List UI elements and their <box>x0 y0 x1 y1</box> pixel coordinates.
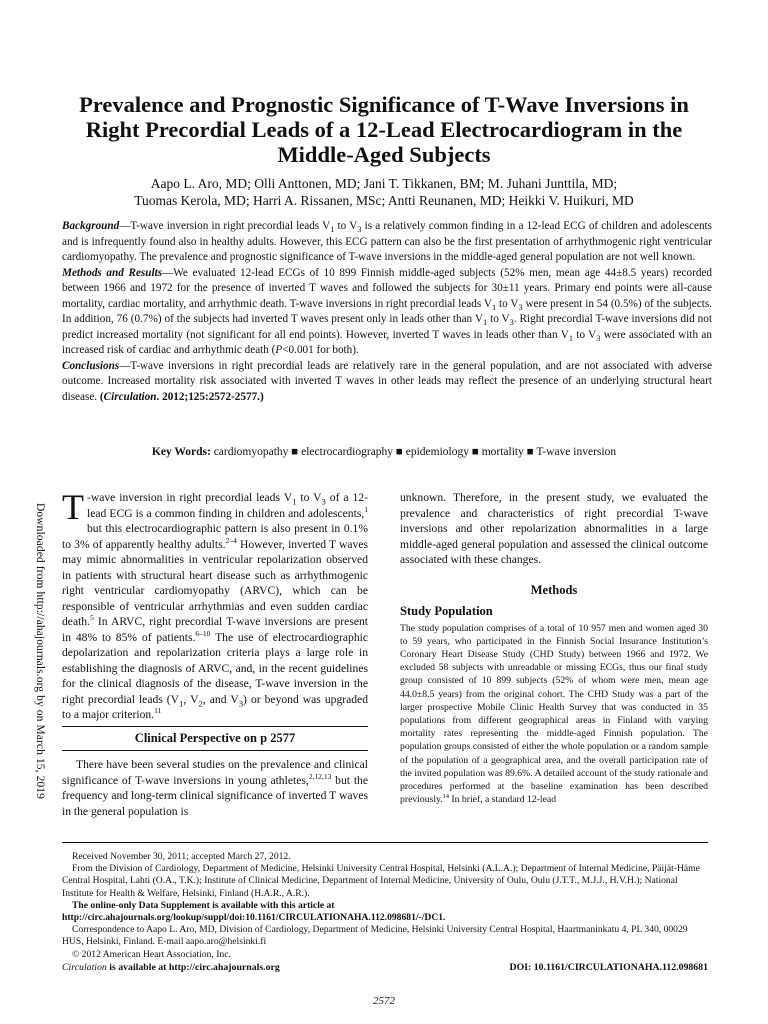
reference-mark: 2–4 <box>225 535 237 545</box>
footnote-affiliations: From the Division of Cardiology, Department of Medicine, Helsinki University Central Hospital, Helsinki (A.L.A.); Department of Internal Medicine, Päijät-Häme Central Hospital, Lahti (O.A., T.K.); Institute of Clinical Medicine, Department of Internal Medicine, University of Oulu, Oulu (J.T.T., M.J.J., H.V.H.); National Institute for Health & Welfare, Helsinki, Finland (H.A.R., A.R.). <box>62 863 700 899</box>
abstract-text: to V <box>487 313 510 325</box>
reference-mark: 11 <box>154 706 162 716</box>
author-line-1: Aapo L. Aro, MD; Olli Anttonen, MD; Jani T. Tikkanen, BM; M. Juhani Junttila, MD; <box>150 176 618 191</box>
intro-paragraph-2 <box>62 757 368 819</box>
body-text: , V <box>183 692 199 706</box>
body-text: The use of electrocardiographic depolarization and repolarization criteria plays a large role in establishing the diagnosis of ARVC, and, in the recent guidelines for the clinical diagnosis of the disease, T-wave inversion in the right precordial leads (V <box>62 630 368 706</box>
page-number: 2572 <box>373 995 395 1007</box>
subscript: 1 <box>292 496 297 507</box>
journal-name: Circulation <box>62 962 107 973</box>
abstract-text: to V <box>573 328 597 341</box>
body-text: but the frequency and long-term clinical significance of inverted T waves in the general population is <box>62 773 368 818</box>
body-text: ) or beyond was upgraded to a major criterion. <box>62 692 368 721</box>
p-value-symbol: P <box>275 344 283 356</box>
body-text: The study population comprises of a total of 10 957 men and women aged 30 to 59 years, who participated in the Finnish Social Insurance Institution’s Coronary Heart Disease Study (CHD Study) between 1966 and 1972. We excluded 58 subjects with unreadable or missing ECGs, thus our final study group consisted of 10 899 subjects (52% of whom were men, mean age 44.0±8.5 years) from the original cohort. The CHD Study was a part of the larger prospective Mobile Clinic Health Survey that was conducted in 35 populations from different geographical areas in Finland with varying mortality rates representing the middle-aged Finnish population. The population groups consisted of either the whole population or a random sample of the population of a geographical area, and the overall participation rate of the invited population was 89.6%. A detailed account of the study rationale and procedures performed at the baseline examination has been described previously. <box>400 622 708 806</box>
body-text: -wave inversion in right precordial leads V <box>87 491 293 504</box>
subsection-heading-study-population: Study Population <box>400 603 493 618</box>
abstract-text: —T-wave inversion in right precordial leads V <box>119 220 331 232</box>
reference-mark: 1 <box>364 504 368 514</box>
body-text: In ARVC, right precordial T-wave inversions are present in 48% to 85% of patients. <box>62 615 368 644</box>
subscript: 1 <box>482 318 488 328</box>
footnotes <box>62 851 708 961</box>
subscript: 1 <box>491 302 497 312</box>
abstract-text: . Right precordial T-wave inversions did not predict increased mortality (not significant for all end points). However, inverted T waves in leads other than V <box>62 313 712 341</box>
reference-mark: 5 <box>90 613 94 623</box>
citation-details: . 2012;125:2572-2577. <box>156 390 260 403</box>
study-population-paragraph <box>400 622 708 807</box>
section-heading-methods: Methods <box>530 582 578 597</box>
footnote-divider <box>62 842 708 843</box>
clinical-perspective-box: Clinical Perspective on p 2577 <box>62 726 368 752</box>
methods-label: Methods and Results <box>62 266 163 279</box>
body-text: In brief, a standard 12-lead <box>449 794 557 806</box>
intro-paragraph-1 <box>62 487 368 723</box>
author-line-2: Tuomas Kerola, MD; Harri A. Rissanen, MSc; Antti Reunanen, MD; Heikki V. Huikuri, MD <box>134 193 634 208</box>
footnote-correspondence: Correspondence to Aapo L. Aro, MD, Division of Cardiology, Department of Medicine, Helsinki University Central Hospital, Haartmaninkatu 4, PL 340, 00029 HUS, Helsinki, Finland. E-mail aapo.aro@helsinki.fi <box>62 924 688 948</box>
article-title: Prevalence and Prognostic Significance of T-Wave Inversions in Right Precordial Leads of a 12-Lead Electrocardiogram in the Middle-Aged Subjects <box>79 92 689 167</box>
body-text: There have been several studies on the prevalence and clinical significance of T-wave inversions in young athletes, <box>62 758 368 787</box>
journal-url-text: is available at http://circ.ahajournals.org <box>106 962 280 973</box>
citation: (Circulation. 2012;125:2572-2577.) <box>99 390 264 403</box>
body-text: but this electrocardiographic pattern is also present in 0.1% to 3% of apparently healthy adults. <box>62 522 368 551</box>
subscript: 3 <box>596 333 601 343</box>
body-text: However, inverted T waves may mimic abnormalities in ventricular repolarization observed in patients with structural heart disease such as arrhythmogenic right ventricular cardiomyopathy (ARVC), which can be responsible of ventricular arrhythmias and even sudden cardiac death. <box>62 537 368 628</box>
abstract-text: were associated with an increased risk of cardiac and arrhythmic death ( <box>62 328 712 356</box>
citation-journal: Circulation <box>103 390 157 403</box>
subscript: 3 <box>357 225 362 235</box>
subscript: 1 <box>568 333 573 343</box>
key-words <box>60 446 708 458</box>
subscript: 1 <box>330 225 335 235</box>
body-column-left <box>62 487 368 819</box>
subscript: 3 <box>518 302 523 312</box>
abstract-text: <0.001 for both). <box>282 344 359 356</box>
footnote-received: Received November 30, 2011; accepted March 27, 2012. <box>72 851 291 862</box>
abstract-text: —T-wave inversions in right precordial leads are relatively rare in the general population, and are not associated with adverse outcome. Increased mortality risk associated with inverted T waves in other leads may reflect the presence of an underlying structural heart disease. <box>62 359 712 403</box>
reference-mark: 2,12,13 <box>308 771 332 781</box>
abstract-text: —We evaluated 12-lead ECGs of 10 899 Finnish middle-aged subjects (52% men, mean age 44±8.5 years) recorded between 1966 and 1972 for the presence of inverted T waves and followed the subjects for 30±11 years. Primary end points were all-cause mortality, cardiac mortality, and arrhythmic death. T-wave inversions in right precordial leads V <box>62 266 712 310</box>
conclusions-label: Conclusions <box>62 359 120 372</box>
abstract-text: were present in 54 (0.5%) of the subjects. In addition, 76 (0.7%) of the subjects had inverted T waves present only in leads other than V <box>62 297 712 325</box>
reference-mark: 6–10 <box>195 628 211 638</box>
abstract-text: to V <box>496 297 519 310</box>
body-column-right <box>400 490 708 806</box>
reference-mark: 14 <box>442 792 449 800</box>
background-label: Background <box>62 220 120 232</box>
download-note: Downloaded from http://ahajournals.org by on March 15, 2019 <box>34 503 46 800</box>
subscript: 1 <box>179 697 184 708</box>
abstract <box>62 219 712 405</box>
key-words-label: Key Words: <box>151 446 211 458</box>
journal-availability <box>62 962 280 973</box>
abstract-methods <box>62 266 712 359</box>
subscript: 3 <box>321 496 326 507</box>
drop-cap: T <box>62 487 84 527</box>
abstract-text: is a relatively common finding in a 12-lead ECG of children and adolescents and is infrequently found also in healthy adults. However, this ECG pattern can also be the first presentation of arrhythmogenic right ventricular cardiomyopathy. The prevalence and prognostic significance of T-wave inversions in the middle-aged general population are not well known. <box>62 220 712 263</box>
abstract-text: to V <box>334 220 358 232</box>
subscript: 2 <box>198 697 203 708</box>
subscript: 3 <box>238 697 244 708</box>
body-text: to V <box>296 491 322 504</box>
abstract-background <box>62 219 712 266</box>
doi: DOI: 10.1161/CIRCULATIONAHA.112.098681 <box>509 962 708 973</box>
subscript: 3 <box>509 318 514 328</box>
intro-paragraph-3: unknown. Therefore, in the present study, we evaluated the prevalence and characteristics of right precordial T-wave inversions and other repolarization abnormalities in a large middle-aged general population and assessed the clinical outcome associated with these changes. <box>400 491 708 566</box>
footnote-supplement: The online-only Data Supplement is available with this article at http://circ.ahajournals.org/lookup/suppl/doi:10.1161/CIRCULATIONAHA.112.098681/-/DC1. <box>62 899 446 924</box>
abstract-conclusions <box>62 359 712 406</box>
footnote-copyright: © 2012 American Heart Association, Inc. <box>72 948 231 960</box>
body-text: , and V <box>202 692 239 706</box>
key-words-list: cardiomyopathy ■ electrocardiography ■ epidemiology ■ mortality ■ T-wave inversion <box>213 446 617 458</box>
author-list <box>60 175 708 209</box>
body-text: of a 12-lead ECG is a common finding in children and adolescents, <box>87 491 368 520</box>
